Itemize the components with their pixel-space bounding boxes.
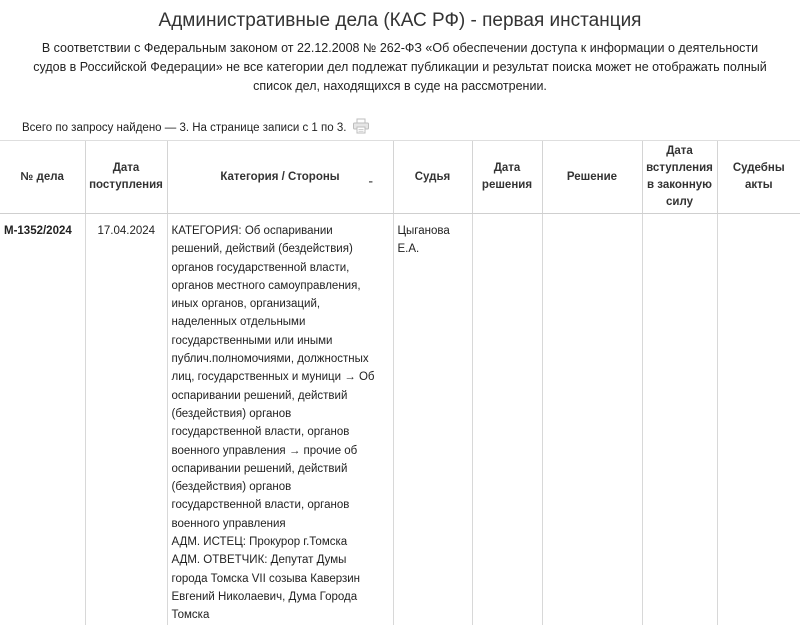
print-icon[interactable] <box>352 118 370 137</box>
header-line: Дата <box>493 162 521 174</box>
header-line: Категория / Стороны <box>220 170 340 183</box>
header-line: в законную <box>647 179 712 191</box>
category-line: органов местного самоуправления, <box>171 279 361 292</box>
category-line: (бездействия) органов <box>171 481 292 494</box>
decision-cell <box>542 214 642 625</box>
category-line: оспаривании решений, действий <box>171 462 348 475</box>
judge-line: Е.А. <box>397 243 420 256</box>
sort-indicator-icon[interactable]: ˗ <box>368 174 373 187</box>
category-line: иных органов, организаций, <box>171 298 321 311</box>
col-header-decision-date[interactable] <box>472 141 542 214</box>
col-header-case-no[interactable]: № дела <box>0 141 85 214</box>
col-header-decision[interactable]: Решение <box>542 141 642 214</box>
table-row <box>0 214 800 625</box>
category-line: органов государственной власти, <box>171 261 350 274</box>
notice-line: список дел, находящихся в суде на рассмотрении. <box>253 79 547 93</box>
table-header-row <box>0 141 800 214</box>
notice-line: В соответствии с Федеральным законом от 22.12.2008 № 262-ФЗ «Об обеспечении доступа к информации о деятельности <box>41 41 759 55</box>
category-line: города Томска VII созыва Каверзин <box>171 572 361 585</box>
header-line: поступления <box>89 179 163 191</box>
results-summary <box>22 118 370 137</box>
decision-date-cell <box>472 214 542 625</box>
notice-line: судов в Российской Федерации» не все категории дел подлежат публикации и результат поиска может не отображать полный <box>33 60 767 74</box>
header-line: Судебны <box>732 162 785 174</box>
court-acts-cell <box>717 214 800 625</box>
category-line: АДМ. ОТВЕТЧИК: Депутат Думы <box>171 554 347 567</box>
category-line: (бездействия) органов <box>171 407 292 420</box>
header-line: решения <box>481 179 533 191</box>
category-line: оспаривании решений, действий <box>171 389 348 402</box>
col-header-effective-date[interactable] <box>642 141 717 214</box>
header-line: Дата <box>112 162 140 174</box>
category-line: военного управления <box>171 517 286 530</box>
publication-notice <box>8 39 792 96</box>
category-line: наделенных отдельными <box>171 316 306 329</box>
category-line: государственной власти, органов <box>171 426 350 439</box>
col-header-judge[interactable]: Судья <box>393 141 472 214</box>
judge-cell <box>393 214 472 625</box>
header-line: силу <box>665 196 693 208</box>
header-line: вступления <box>646 162 713 174</box>
received-date-cell: 17.04.2024 <box>85 214 167 625</box>
category-line: АДМ. ИСТЕЦ: Прокурор г.Томска <box>171 536 348 549</box>
category-line: решений, действий (бездействия) <box>171 243 353 256</box>
category-line: военного управления → прочие об <box>171 444 358 457</box>
cases-table <box>0 140 800 625</box>
page-title: Административные дела (КАС РФ) - первая инстанция <box>158 10 642 31</box>
category-cell <box>167 214 393 625</box>
col-header-court-acts[interactable] <box>717 141 800 214</box>
category-line: государственными или иными <box>171 334 333 347</box>
category-line: КАТЕГОРИЯ: Об оспаривании <box>171 225 333 237</box>
category-line: государственной власти, органов <box>171 499 350 512</box>
results-summary-text: Всего по запросу найдено — 3. На странице записи с 1 по 3. <box>22 121 347 134</box>
header-line: Дата <box>666 145 693 157</box>
col-header-category[interactable] <box>167 141 393 214</box>
category-line: Евгений Николаевич, Дума Города <box>171 590 358 603</box>
effective-date-cell <box>642 214 717 625</box>
judge-line: Цыганова <box>397 225 450 237</box>
header-line: акты <box>744 179 773 191</box>
category-line: Томска <box>171 609 210 622</box>
category-line: публич.полномочиями, должностных <box>171 353 369 366</box>
category-line: лиц, государственных и муници → Об <box>171 371 375 384</box>
case-number-link[interactable]: М-1352/2024 <box>4 225 72 237</box>
col-header-received-date[interactable] <box>85 141 167 214</box>
